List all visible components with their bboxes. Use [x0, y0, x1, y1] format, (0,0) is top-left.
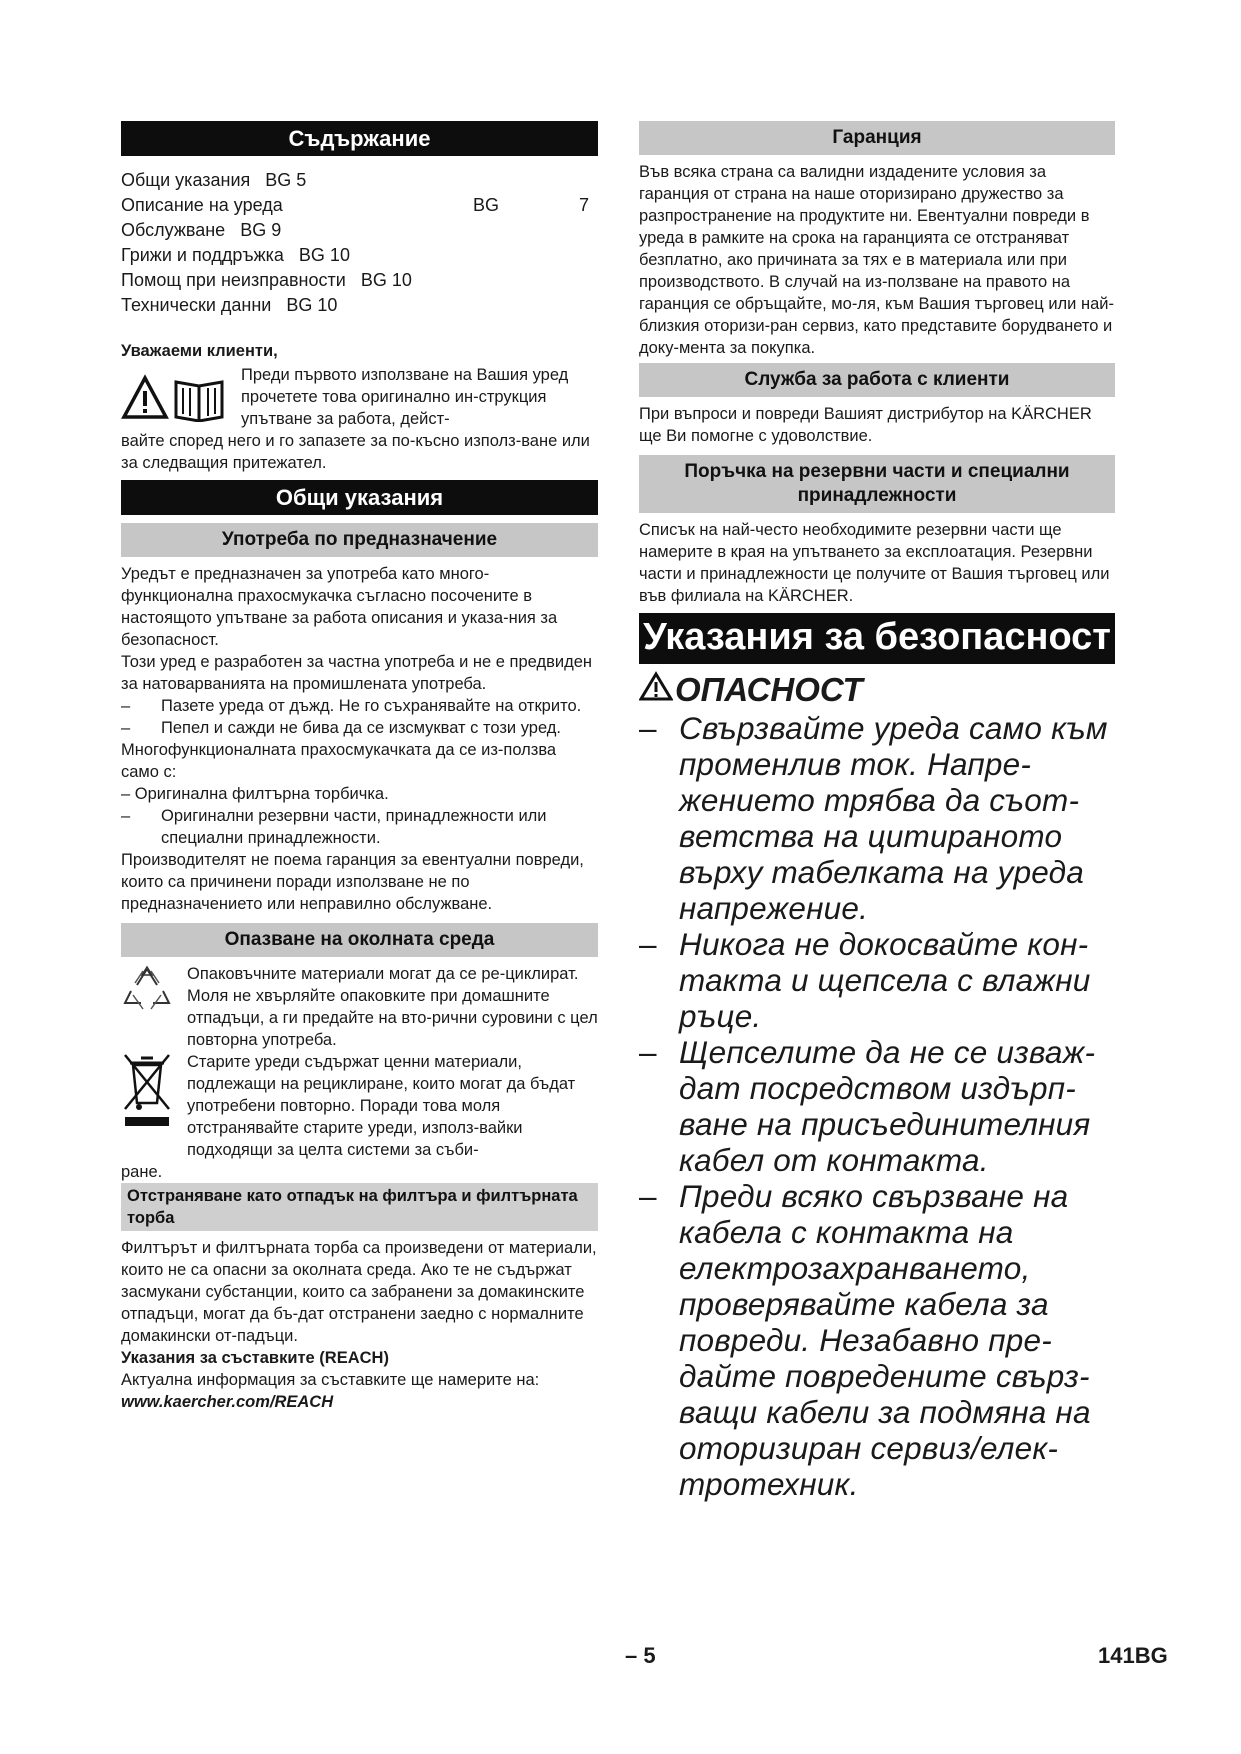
- warranty-text: Във всяка страна са валидни издадените условия за гаранция от страна на наше оторизирано дружество за разпространение на продуктите ни. Евентуални повреди в уреда в рамките на срока на гаранцията се отстраняват безплатно, ако причината за тях е в материала или при производството. В случай на из-ползване на правото на гаранция се обръщайте, мо-ля, към Вашия търговец или най-близкия оторизи-ран сервиз, като представите борудването и доку-мента за покупка.: [639, 163, 1114, 357]
- right-column: [639, 121, 1115, 1502]
- list-item: – Пепел и сажди не бива да се изсмукват с този уред.: [121, 719, 561, 737]
- page-number: – 5: [625, 1643, 656, 1668]
- section-title-customer-service: Служба за работа с клиенти: [639, 363, 1115, 397]
- intended-use-p2: Този уред е разработен за частна употреба и не е предвиден за натоварванията на промишлената употреба.: [121, 653, 592, 693]
- intro-text: вайте според него и го запазете за по-късно използ-ване или за следващия притежател.: [121, 432, 590, 472]
- section-title-general: Общи указания: [121, 480, 598, 515]
- weee-block: [121, 1051, 598, 1161]
- reach-text: Актуална информация за съставките ще намерите на:: [121, 1371, 540, 1389]
- safety-list-item: – Свързвайте уреда само към променлив ток. Напре-жението трябва да съот-ветства на цитираното върху табелката на уреда напрежение.: [639, 710, 1108, 926]
- reach-title: Указания за съставките (REACH): [121, 1349, 389, 1367]
- intended-use-p4: – Оригинална филтърна торбичка.: [121, 785, 389, 803]
- safety-title: Указания за безопасност: [639, 613, 1115, 664]
- recycle-text: Опаковъчните материали могат да се ре-циклират. Моля не хвърляйте опаковките при домашните отпадъци, а ги предайте на вто-рични суровини с цел повторна употреба.: [187, 965, 598, 1049]
- recycle-block: [121, 963, 598, 1051]
- document-code: 141BG: [1098, 1643, 1168, 1668]
- subsection-title-environment: Опазване на околната среда: [121, 923, 598, 957]
- toc-item[interactable]: Грижи и поддръжка BG 10: [121, 245, 350, 265]
- subsection-title-filter-disposal: Отстраняване като отпадък на филтъра и филтърната торба: [121, 1183, 598, 1231]
- list-item: – Оригинални резервни части, принадлежности или специални принадлежности.: [121, 807, 547, 847]
- subsection-title-intended-use: Употреба по предназначение: [121, 523, 598, 557]
- table-of-contents: [121, 168, 598, 318]
- warning-triangle-icon: [639, 670, 673, 710]
- section-title-warranty: Гаранция: [639, 121, 1115, 155]
- section-title-spare-parts: Поръчка на резервни части и специални принадлежности: [639, 455, 1115, 513]
- toc-item[interactable]: Технически данни BG 10: [121, 295, 338, 315]
- danger-heading: [639, 670, 1115, 710]
- customer-service-text: При въпроси и повреди Вашият дистрибутор на KÄRCHER ще Ви помогне с удоволствие.: [639, 405, 1092, 445]
- crossed-bin-icon: [121, 1051, 173, 1136]
- danger-label: ОПАСНОСТ: [675, 671, 863, 708]
- intro-block: [121, 364, 598, 430]
- weee-text-tail: ране.: [121, 1163, 163, 1181]
- list-item: – Пазете уреда от дъжд. Не го съхранявайте на открито.: [121, 697, 582, 715]
- filter-disposal-text: Филтърът и филтърната торба са произведени от материали, които не са опасни за околната среда. Ако те не съдържат засмукани субстанции, които са забранени за домакинските отпадъци, могат да бъ-дат отстранени заедно с нормалните домакински от-падъци.: [121, 1239, 597, 1345]
- safety-list-item: – Преди всяко свързване на кабела с контакта на електрозахранването, проверявайте кабела за повреди. Незабавно пре-дайте повредените свърз-ващи кабели за подмяна на оторизиран сервиз/елек-тротехник.: [639, 1178, 1091, 1502]
- recycle-icon: [121, 965, 173, 1018]
- warning-manual-icon: [121, 374, 227, 427]
- intended-use-p5: Производителят не поема гаранция за евентуални повреди, които са причинени поради използване не по предназначението или неправилно обслужване.: [121, 851, 584, 913]
- greeting: Уважаеми клиенти,: [121, 342, 278, 360]
- toc-title: Съдържание: [121, 121, 598, 156]
- spare-parts-text: Списък на най-често необходимите резервни части ще намерите в края на упътването за експлоатация. Резервни части и принадлежности це получите от Вашия търговец или във филиала на KÄRCHER.: [639, 521, 1110, 605]
- toc-item[interactable]: Обслужване BG 9: [121, 220, 282, 240]
- intro-text-wrapped: Преди първото използване на Вашия уред прочетете това оригинално ин-струкция упътване за работа, дейст-: [241, 366, 569, 428]
- weee-text: Старите уреди съдържат ценни материали, подлежащи на рециклиране, които могат да бъдат употребени повторно. Поради това моля отстранявайте старите уреди, използ-вайки подходящи за целта системи за съби-: [187, 1053, 576, 1159]
- safety-list-item: – Щепселите да не се изваж-дат посредством издърп-ване на присъединителния кабел от контакта.: [639, 1034, 1096, 1178]
- reach-link[interactable]: www.kaercher.com/REACH: [121, 1393, 334, 1411]
- toc-item[interactable]: Общи указания BG 5: [121, 170, 307, 190]
- intended-use-p1: Уредът е предназначен за употреба като много-функционална прахосмукачка съгласно посочените в настоящото упътване за работа описания и указа-ния за безопасност.: [121, 565, 558, 649]
- intended-use-p3: Многофункционалната прахосмукачката да се из-ползва само с:: [121, 741, 557, 781]
- toc-item[interactable]: Помощ при неизправности BG 10: [121, 270, 412, 290]
- safety-list-item: – Никога не докосвайте кон-такта и щепсела с влажни ръце.: [639, 926, 1091, 1034]
- toc-item[interactable]: Описание на уреда BG 7: [121, 195, 590, 215]
- left-column: [121, 121, 598, 1413]
